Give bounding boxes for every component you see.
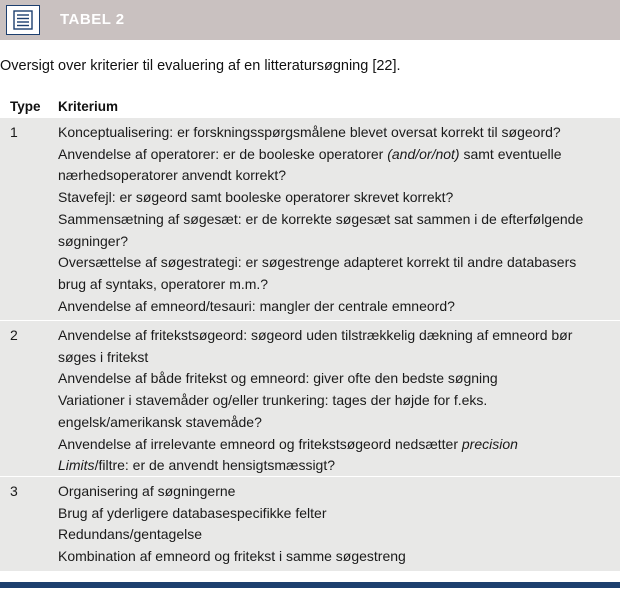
criterion-line: Anvendelse af emneord/tesauri: mangler der centrale emneord? [58,297,455,314]
criterion-italic-term: (and/or/not) [387,145,460,162]
criterion-line: Kombination af emneord og fritekst i samme søgestreng [58,548,406,565]
row-type: 3 [10,483,18,499]
criterion-line [58,455,614,477]
row-criteria [58,481,614,568]
criterion-italic-term: Limits [58,457,95,474]
criterion-line: brug af syntaks, operatorer m.m.? [58,275,269,292]
criterion-line: Sammensætning af søgesæt: er de korrekte søgesæt sat sammen i de efterfølgende [58,210,584,227]
criterion-line: Konceptualisering: er forskningsspørgsmålene blevet oversat korrekt til søgeord? [58,124,561,140]
criterion-line: Variationer i stavemåder og/eller trunkering: tages der højde for f.eks. [58,392,488,409]
table-row-group [0,477,620,571]
criterion-line: Anvendelse af fritekstsøgeord: søgeord uden tilstrækkelig dækning af emneord bør [58,327,573,343]
criterion-line: søges i fritekst [58,348,149,365]
criterion-line: nærhedsoperatorer anvendt korrekt? [58,167,287,184]
column-header-criterion: Kriterium [58,99,119,114]
table-document-icon [6,5,40,35]
criterion-text: samt eventuelle [459,145,562,162]
row-criteria [58,122,614,317]
criterion-line: Oversættelse af søgestrategi: er søgestrenge adapteret korrekt til andre databasers [58,254,577,271]
criterion-line [58,144,614,166]
criterion-line: Anvendelse af både fritekst og emneord: giver ofte den bedste søgning [58,370,498,387]
criterion-line [58,434,614,456]
criterion-line: Stavefejl: er søgeord samt booleske operatorer skrevet korrekt? [58,189,454,206]
table-row-group [0,321,620,476]
criterion-line: Brug af yderligere databasespecifikke felter [58,504,327,521]
row-type: 1 [10,124,18,140]
criterion-line: Organisering af søgningerne [58,483,236,499]
table-header-bar [0,0,620,40]
criterion-italic-term: precision [461,435,518,452]
criterion-text: /filtre: er de anvendt hensigtsmæssigt? [94,457,336,474]
criterion-line: Redundans/gentagelse [58,526,203,543]
criterion-line: engelsk/amerikansk stavemåde? [58,413,262,430]
footer-rule [0,582,620,588]
table-row-group [0,118,620,320]
criterion-text: Anvendelse af operatorer: er de booleske operatorer [58,145,388,162]
criterion-line: søgninger? [58,232,129,249]
criterion-text: Anvendelse af irrelevante emneord og fritekstsøgeord nedsætter [58,435,462,452]
row-criteria [58,325,614,477]
table-title: TABEL 2 [60,11,125,28]
column-header-type: Type [10,99,41,114]
row-type: 2 [10,327,18,343]
table-caption: Oversigt over kriterier til evaluering af en litteratursøgning [22]. [0,58,401,74]
